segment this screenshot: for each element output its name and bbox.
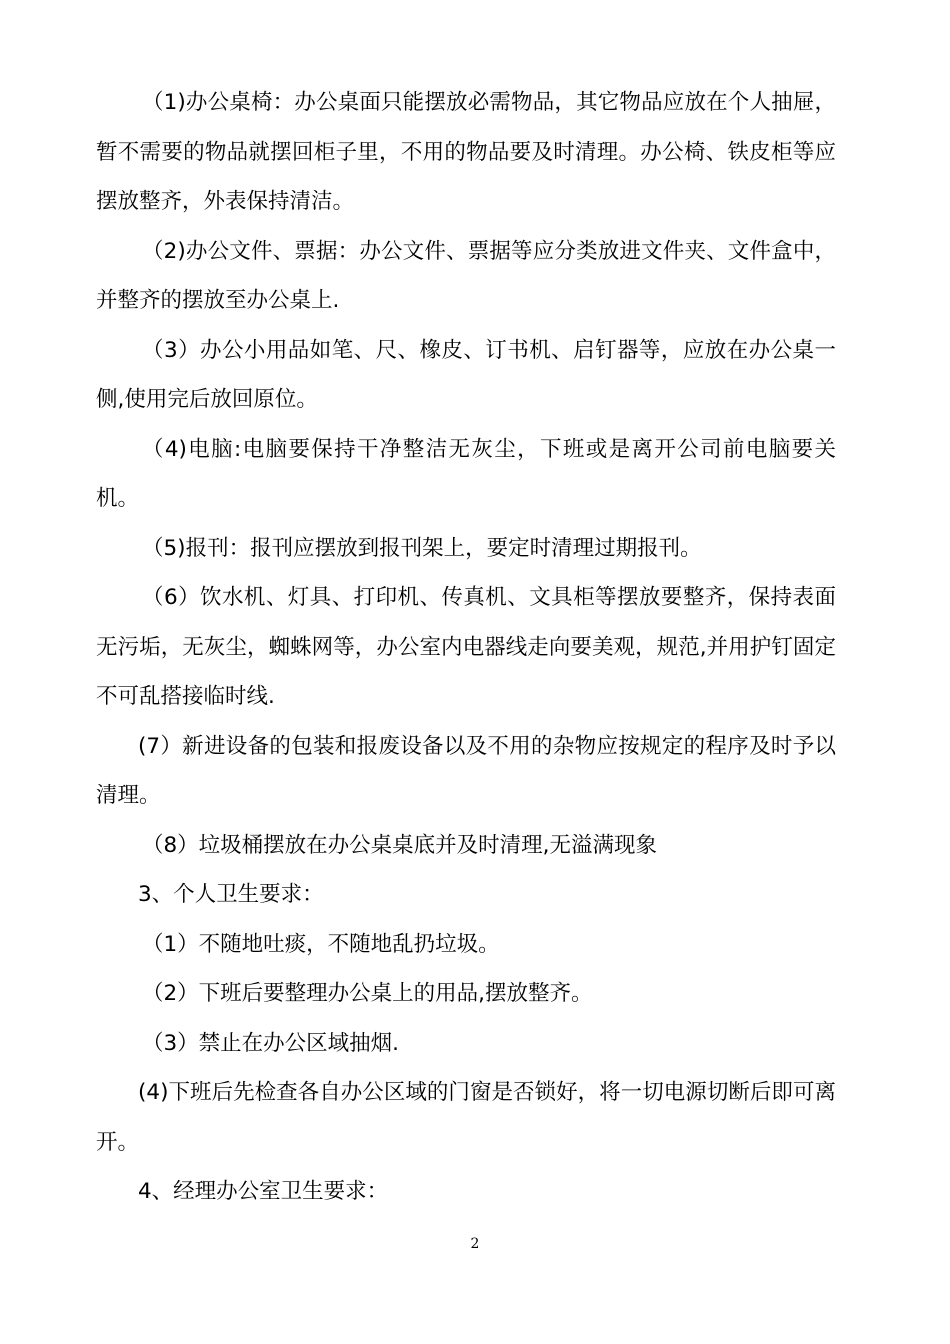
section-heading-manager-office: 4、经理办公室卫生要求： — [138, 1179, 389, 1204]
document-body — [96, 78, 836, 1217]
paragraph-office-supplies: （3）办公小用品如笔、尺、橡皮、订书机、启钉器等，应放在办公桌一侧,使用完后放回原位。 — [96, 337, 836, 412]
paragraph-no-spitting: （1）不随地吐痰，不随地乱扔垃圾。 — [142, 931, 500, 957]
page-number: 2 — [470, 1236, 480, 1252]
paragraph-lock-doors: (4)下班后先检查各自办公区域的门窗是否锁好，将一切电源切断后即可离开。 — [96, 1080, 836, 1155]
paragraph-trash-bin: （8）垃圾桶摆放在办公桌桌底并及时清理,无溢满现象 — [142, 832, 658, 858]
paragraph-desk-chair: （1)办公桌椅：办公桌面只能摆放必需物品，其它物品应放在个人抽屉，暂不需要的物品就摆回柜子里，不用的物品要及时清理。办公椅、铁皮柜等应摆放整齐，外表保持清洁。 — [96, 90, 836, 214]
paragraph-equipment: （6）饮水机、灯具、打印机、传真机、文具柜等摆放要整齐，保持表面无污垢，无灰尘，蜘蛛网等，办公室内电器线走向要美观，规范,并用护钉固定不可乱搭接临时线. — [96, 585, 836, 709]
paragraph-computer: （4)电脑:电脑要保持干净整洁无灰尘，下班或是离开公司前电脑要关机。 — [96, 436, 836, 511]
paragraph-newspapers: （5)报刊：报刊应摆放到报刊架上，要定时清理过期报刊。 — [142, 535, 702, 561]
paragraph-tidy-desk: （2）下班后要整理办公桌上的用品,摆放整齐。 — [142, 981, 593, 1006]
paragraph-new-equipment: (7）新进设备的包装和报废设备以及不用的杂物应按规定的程序及时予以清理。 — [96, 733, 836, 808]
section-heading-personal-hygiene: 3、个人卫生要求： — [138, 882, 324, 907]
paragraph-no-smoking: （3）禁止在办公区域抽烟. — [142, 1030, 400, 1056]
paragraph-files-receipts: （2)办公文件、票据：办公文件、票据等应分类放进文件夹、文件盒中，并整齐的摆放至办公桌上. — [96, 238, 836, 313]
